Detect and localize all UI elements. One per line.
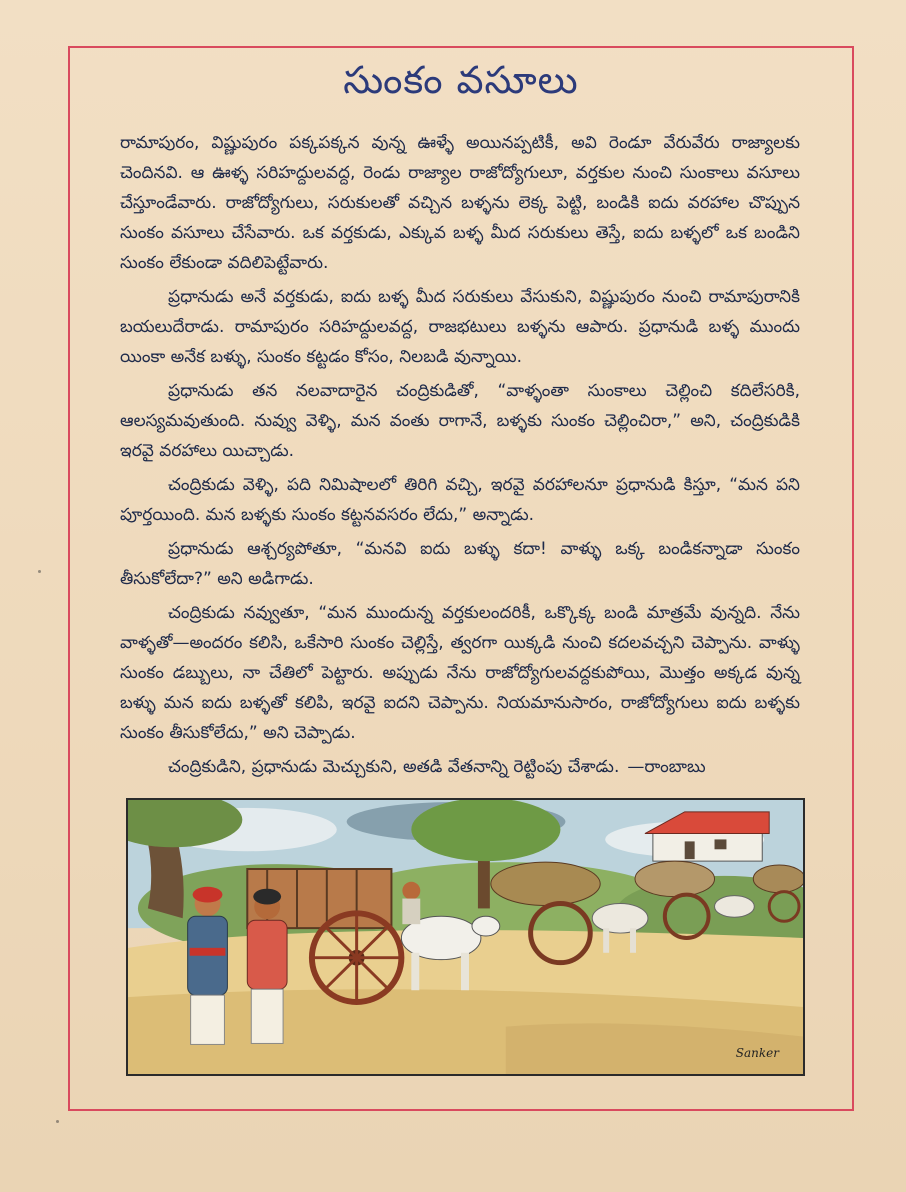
paragraph-7-text: చంద్రికుడిని, ప్రధానుడు మెచ్చుకుని, అతడి వేతనాన్ని రెట్టింపు చేశాడు. — [168, 757, 620, 777]
illustration-drawing — [128, 800, 803, 1074]
paragraph-5: ప్రధానుడు ఆశ్చర్యపోతూ, “మనవి ఐదు బళ్ళు కదా! వాళ్ళు ఒక్క బండికన్నాడా సుంకం తీసుకోలేదా?” అని అడిగాడు. — [120, 539, 800, 589]
paragraph-6: చంద్రికుడు నవ్వుతూ, “మన ముందున్న వర్తకులందరికీ, ఒక్కొక్క బండి మాత్రమే వున్నది. నేను వాళ్ళతో—అందరం కలిసి, ఒకేసారి సుంకం చెల్లిస్తే, త్వరగా యిక్కడి నుంచి కదలవచ్చని చెప్పాను. వాళ్ళు సుంకం డబ్బులు, నా చేతిలో పెట్టారు. అప్పుడు నేను రాజోద్యోగులవద్దకుపోయి, మొత్తం అక్కడ వున్న బళ్ళు మన ఐదు బళ్ళతో కలిపి, ఇరవై ఐదని చెప్పాను. నియమానుసారం, రాజోద్యోగులు ఐదు బళ్ళకు సుంకం తీసుకోలేదు,” అని చెప్పాడు. — [120, 603, 800, 743]
paragraph-4: చంద్రికుడు వెళ్ళి, పది నిమిషాలలో తిరిగి వచ్చి, ఇరవై వరహాలనూ ప్రధానుడి కిస్తూ, “మన పని పూర్తయింది. మన బళ్ళకు సుంకం కట్టనవసరం లేదు,” అన్నాడు. — [120, 475, 800, 525]
paragraph-1: రామాపురం, విష్ణుపురం పక్కపక్కన వున్న ఊళ్ళే అయినప్పటికీ, అవి రెండూ వేరువేరు రాజ్యాలకు చెందినవి. ఆ ఊళ్ళ సరిహద్దులవద్ద, రెండు రాజ్యాల రాజోద్యోగులూ, వర్తకుల నుంచి సుంకాలు వసూలు చేస్తూండేవారు. రాజోద్యోగులు, సరుకులతో వచ్చిన బళ్ళను లెక్క పెట్టి, బండికి ఐదు వరహాల చొప్పున సుంకం వసూలు చేసేవారు. ఒక వర్తకుడు, ఎక్కువ బళ్ళ మీద సరుకులు తెస్తే, ఐదు బళ్ళలో ఒక బండిని సుంకం లేకుండా వదిలిపెట్టేవారు. — [120, 133, 800, 273]
author-byline: —రాంబాబు — [627, 757, 706, 777]
scan-speck — [38, 570, 41, 573]
paragraph-2: ప్రధానుడు అనే వర్తకుడు, ఐదు బళ్ళ మీద సరుకులు వేసుకుని, విష్ణుపురం నుంచి రామాపురానికి బయలుదేరాడు. రామాపురం సరిహద్దులవద్ద, రాజభటులు బళ్ళను ఆపారు. ప్రధానుడి బళ్ళ ముందు యింకా అనేక బళ్ళు, సుంకం కట్టడం కోసం, నిలబడి వున్నాయి. — [120, 287, 800, 367]
story-body — [120, 128, 800, 786]
paragraph-3: ప్రధానుడు తన నలవాదారైన చంద్రికుడితో, “వాళ్ళంతా సుంకాలు చెల్లించి కదిలేసరికి, ఆలస్యమవుతుంది. నువ్వు వెళ్ళి, మన వంతు రాగానే, బళ్ళకు సుంకం చెల్లించిరా,” అని, చంద్రికుడికి ఇరవై వరహాలు యిచ్చాడు. — [120, 381, 800, 461]
artist-signature: Sanker — [735, 1046, 779, 1060]
story-title: సుంకం వసూలు — [343, 58, 579, 102]
scan-speck — [56, 1120, 59, 1123]
paragraph-7 — [120, 752, 800, 782]
bullock-cart-illustration — [126, 798, 805, 1076]
